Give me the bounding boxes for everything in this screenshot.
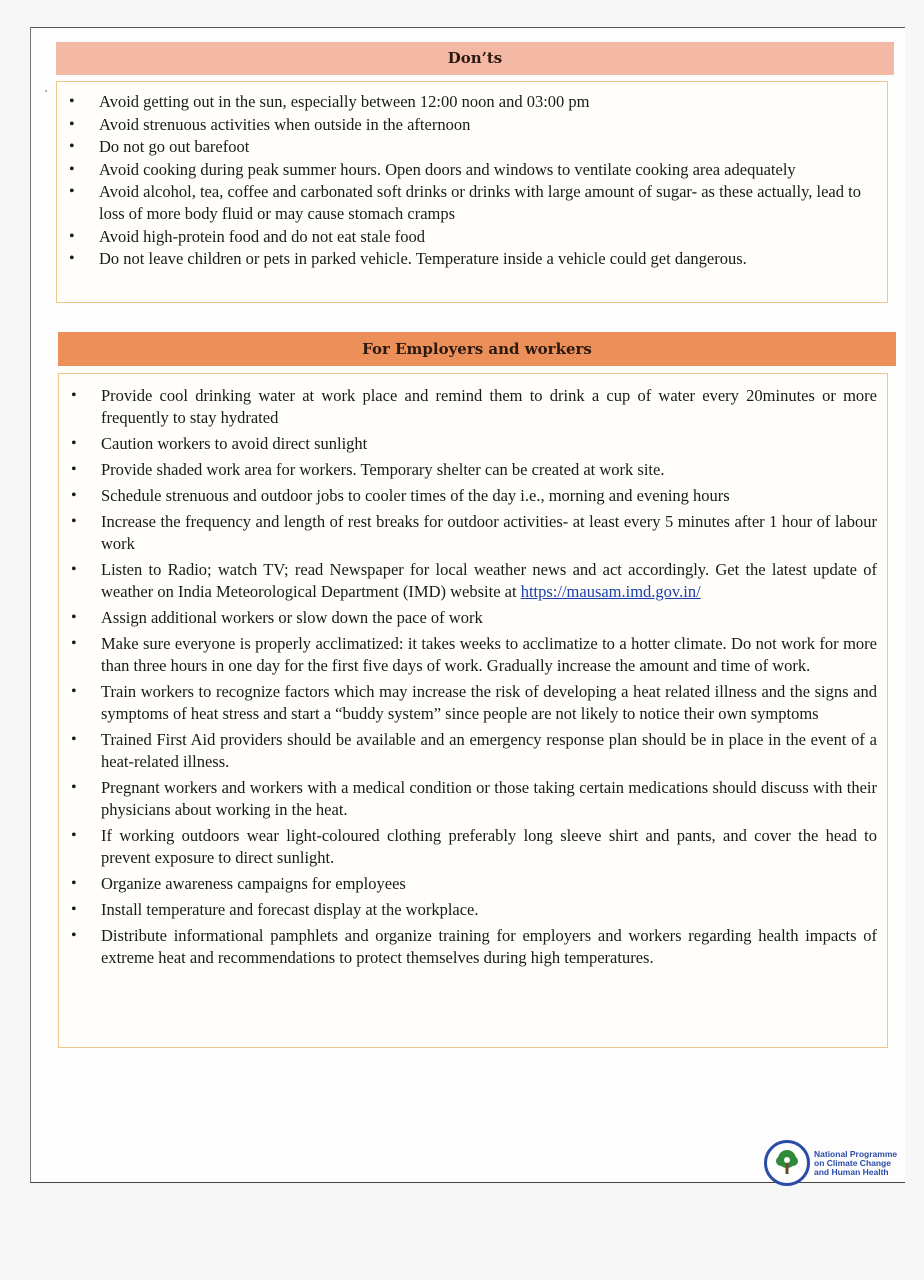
- employers-header: For Employers and workers: [58, 332, 896, 366]
- list-item: • Train workers to recognize factors which may increase the risk of developing a heat related illness and the signs and symptoms of heat stress and start a “buddy system” since people are not likely to notice their own symptoms: [59, 681, 877, 725]
- document-page: [30, 27, 905, 1183]
- list-item: • Organize awareness campaigns for employees: [59, 873, 877, 895]
- scan-speck: [45, 90, 47, 92]
- logo-text: National Programme on Climate Change and Human Health: [814, 1148, 898, 1177]
- employers-list: [59, 374, 887, 969]
- list-item: • Do not leave children or pets in parked vehicle. Temperature inside a vehicle could get dangerous.: [57, 248, 887, 270]
- list-item: • Caution workers to avoid direct sunlight: [59, 433, 877, 455]
- list-item: • Pregnant workers and workers with a medical condition or those taking certain medications should discuss with their physicians about working in the heat.: [59, 777, 877, 821]
- list-item: • Avoid alcohol, tea, coffee and carbonated soft drinks or drinks with large amount of sugar- as these actually, lead to loss of more body fluid or may cause stomach cramps: [57, 181, 887, 225]
- list-item: • Assign additional workers or slow down the pace of work: [59, 607, 877, 629]
- list-item-text: Listen to Radio; watch TV; read Newspaper for local weather news and act accordingly. Get the latest update of weather on India Meteorological Department (IMD) website at: [101, 560, 877, 601]
- donts-box: [56, 81, 888, 303]
- list-item: • Install temperature and forecast display at the workplace.: [59, 899, 877, 921]
- donts-header: Don’ts: [56, 42, 894, 75]
- list-item: • Increase the frequency and length of rest breaks for outdoor activities- at least every 5 minutes after 1 hour of labour work: [59, 511, 877, 555]
- tree-emblem-icon: [764, 1140, 810, 1186]
- donts-list: [57, 82, 887, 270]
- employers-box: [58, 373, 888, 1048]
- list-item: • Schedule strenuous and outdoor jobs to cooler times of the day i.e., morning and evening hours: [59, 485, 877, 507]
- list-item: • Avoid high-protein food and do not eat stale food: [57, 226, 887, 248]
- list-item: • Distribute informational pamphlets and organize training for employers and workers regarding health impacts of extreme heat and recommendations to protect themselves during high temperatures.: [59, 925, 877, 969]
- list-item: • Make sure everyone is properly acclimatized: it takes weeks to acclimatize to a hotter climate. Do not work for more than three hours in one day for the first five days of work. Gradually increase the amount and time of work.: [59, 633, 877, 677]
- nppchh-logo: [764, 1140, 897, 1186]
- list-item: • Do not go out barefoot: [57, 136, 887, 158]
- list-item: • Avoid getting out in the sun, especially between 12:00 noon and 03:00 pm: [57, 91, 887, 113]
- list-item: • Provide shaded work area for workers. Temporary shelter can be created at work site.: [59, 459, 877, 481]
- list-item: • If working outdoors wear light-coloured clothing preferably long sleeve shirt and pants, and cover the head to prevent exposure to direct sunlight.: [59, 825, 877, 869]
- list-item: • Trained First Aid providers should be available and an emergency response plan should be in place in the event of a heat-related illness.: [59, 729, 877, 773]
- list-item: • Avoid strenuous activities when outside in the afternoon: [57, 114, 887, 136]
- list-item: • Provide cool drinking water at work place and remind them to drink a cup of water every 20minutes or more frequently to stay hydrated: [59, 385, 877, 429]
- list-item-imd: [59, 559, 877, 603]
- list-item: • Avoid cooking during peak summer hours. Open doors and windows to ventilate cooking area adequately: [57, 159, 887, 181]
- imd-website-link[interactable]: https://mausam.imd.gov.in/: [520, 582, 701, 601]
